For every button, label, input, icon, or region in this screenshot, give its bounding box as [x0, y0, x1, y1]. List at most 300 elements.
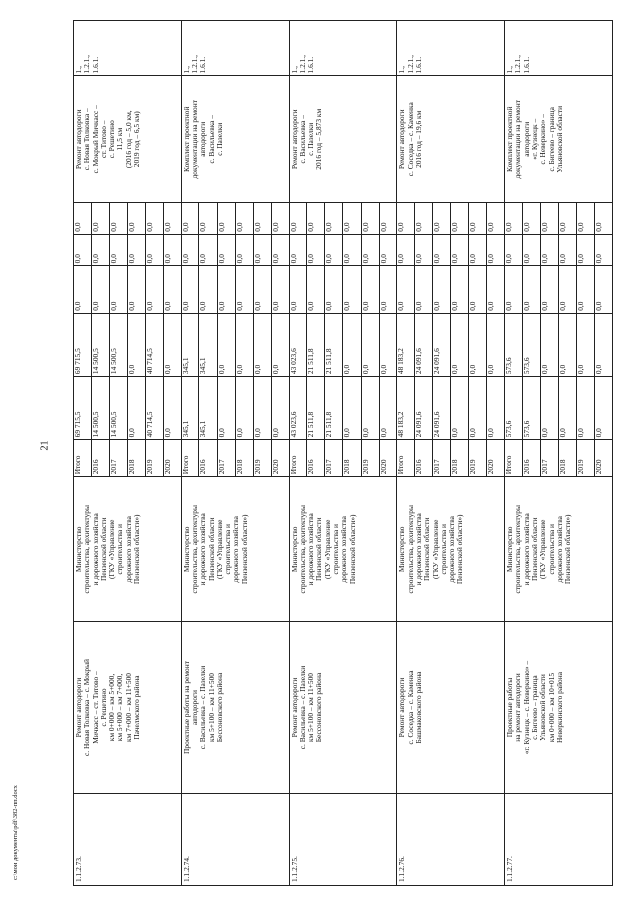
item-number: 1.1.2.77. [505, 793, 613, 885]
value-cell: 2016 [91, 440, 109, 476]
value-cell: 0,0 [559, 377, 577, 439]
value-cell: 345,1 [199, 377, 217, 439]
result-cell [505, 76, 613, 203]
value-cell: 0,0 [217, 203, 235, 234]
value-cell: 0,0 [127, 314, 145, 376]
value-cell: 345,1 [182, 377, 199, 439]
value-cell: 0,0 [540, 203, 558, 234]
value-cell: 0,0 [91, 235, 109, 266]
value-column [289, 377, 397, 440]
executor-line: Пензенской области [530, 517, 540, 581]
value-cell: 0,0 [74, 266, 91, 312]
value-cell: 0,0 [594, 301, 604, 311]
result-line: Комплект проектной [181, 106, 191, 172]
result-line: Ульяновской области [554, 105, 564, 173]
value-cell: 0,0 [594, 254, 604, 264]
value-cell: 0,0 [253, 203, 271, 234]
value-cell: 0,0 [253, 377, 271, 439]
title-line: Ремонт автодороги [289, 677, 299, 738]
value-column [289, 203, 397, 235]
value-column [74, 266, 182, 313]
value-cell: 0,0 [127, 266, 145, 312]
value-cell: 0,0 [559, 314, 577, 376]
value-cell: 0,0 [540, 266, 558, 312]
value-cell: 0,0 [469, 203, 487, 234]
value-cell: 2020 [594, 459, 604, 475]
value-column [181, 203, 289, 235]
value-column [505, 203, 613, 235]
value-column [397, 203, 505, 235]
value-cell: 0,0 [486, 222, 496, 232]
executor-line: строительства и [331, 524, 340, 575]
title-line: с. Новая Толковка – с. Мокрый [82, 659, 92, 756]
value-cell: 24 091,6 [415, 314, 433, 376]
value-cell: 0,0 [163, 428, 173, 438]
value-cell: 0,0 [182, 266, 199, 312]
page-number: 21 [39, 440, 51, 451]
link-cell [74, 21, 182, 76]
value-cell: 43 023,6 [290, 314, 307, 376]
value-cell: 0,0 [522, 266, 540, 312]
value-cell: 0,0 [235, 314, 253, 376]
title-line: Ремонт автодороги [397, 677, 407, 738]
value-cell: 69 715,5 [74, 377, 91, 439]
program-table [73, 20, 613, 886]
value-cell: 2019 [361, 440, 379, 476]
value-cell: 0,0 [307, 235, 325, 266]
value-cell: 0,0 [505, 266, 522, 312]
value-cell: 0,0 [270, 222, 280, 232]
title-line: Проектные работы на ремонт [181, 661, 191, 754]
result-line: Ремонт автодороги [289, 109, 299, 170]
value-cell: 0,0 [163, 301, 173, 311]
value-cell: 0,0 [145, 266, 163, 312]
link-line: 1.6.1. [198, 56, 208, 74]
result-line: с. Васильевка – [206, 114, 216, 164]
value-cell: 0,0 [469, 314, 487, 376]
value-column [181, 377, 289, 440]
title-cell [289, 622, 397, 793]
value-cell: 0,0 [199, 235, 217, 266]
title-line: Бессоновского района [214, 672, 224, 743]
value-column [289, 234, 397, 266]
value-cell: 0,0 [235, 377, 253, 439]
value-cell: 0,0 [559, 235, 577, 266]
executor-line: строительства и [438, 524, 448, 575]
link-line: 1., [289, 66, 299, 74]
value-cell: 0,0 [127, 377, 145, 439]
value-cell: 0,0 [415, 235, 433, 266]
executor-line: (ГКУ «Управление [322, 519, 332, 579]
item-number: 1.1.2.74. [181, 793, 289, 885]
title-line: с. Васильевка – с. Пазелки [297, 665, 307, 750]
title-line: с. Васильевка – с. Пазелки [198, 665, 208, 750]
value-cell: 2020 [270, 459, 280, 475]
executor-line: и дорожного хозяйства [198, 513, 208, 586]
value-cell: 0,0 [451, 203, 469, 234]
value-cell: 0,0 [451, 377, 469, 439]
value-cell: 21 511,8 [325, 314, 343, 376]
value-cell: 24 091,6 [433, 377, 451, 439]
value-cell: 14 500,5 [109, 377, 127, 439]
executor-line: дорожного хозяйства [447, 516, 457, 583]
value-cell: 0,0 [253, 266, 271, 312]
value-cell: 2017 [325, 440, 343, 476]
value-cell: Итого [182, 440, 199, 476]
value-cell: 0,0 [577, 314, 595, 376]
title-line: км 0+000 – км 5+000, [107, 673, 117, 742]
table-row [397, 21, 505, 886]
value-cell: 0,0 [199, 203, 217, 234]
executor-line: строительства, архитектуры [513, 505, 523, 594]
result-line: с. Неверкино» – [538, 114, 548, 165]
value-cell: 0,0 [91, 266, 109, 312]
title-cell [397, 622, 505, 793]
executor-line: Пензенской области») [455, 514, 465, 585]
value-cell: 0,0 [577, 203, 595, 234]
value-cell: 0,0 [325, 235, 343, 266]
executor-line: и дорожного хозяйства [90, 513, 100, 586]
value-cell: 0,0 [415, 203, 433, 234]
title-line: км 5+100 – км 11+500 [206, 673, 216, 742]
title-line: Ульяновской области [538, 674, 548, 741]
value-cell: 0,0 [182, 235, 199, 266]
link-line: 1., [181, 66, 191, 74]
value-column [397, 440, 505, 477]
value-cell: 0,0 [378, 254, 388, 264]
value-cell: 2017 [217, 440, 235, 476]
value-cell: 0,0 [451, 266, 469, 312]
value-cell: Итого [290, 440, 307, 476]
value-cell: Итого [74, 440, 91, 476]
executor-line: Пензенской области») [563, 514, 573, 585]
value-cell: 0,0 [433, 266, 451, 312]
value-column [397, 266, 505, 313]
value-cell: 0,0 [397, 203, 414, 234]
link-cell [289, 21, 397, 76]
value-cell: 573,6 [505, 377, 522, 439]
result-line: 2016 год – 5,873 км [314, 108, 324, 170]
value-cell: 0,0 [486, 364, 496, 375]
value-cell: 2016 [522, 440, 540, 476]
item-number: 1.1.2.76. [397, 793, 505, 885]
value-cell: 0,0 [199, 266, 217, 312]
result-line: Комплект проектной [505, 106, 515, 172]
value-cell: 0,0 [343, 203, 361, 234]
executor-line: строительства, архитектуры [82, 505, 92, 594]
value-cell: 0,0 [74, 203, 91, 234]
result-line: «г. Кузнецк – [530, 118, 540, 160]
title-line: «г. Кузнецк – с. Неверкино» – [521, 660, 531, 755]
executor-line: Пензенской области») [239, 514, 249, 585]
value-cell: 0,0 [505, 203, 522, 234]
link-line: 1.6.1. [413, 56, 423, 74]
value-column [74, 440, 182, 477]
link-cell [397, 21, 505, 76]
title-line: на ремонт автодороги [513, 673, 523, 742]
value-cell: 0,0 [378, 301, 388, 311]
value-cell: 2018 [127, 440, 145, 476]
value-cell: 0,0 [307, 203, 325, 234]
value-column [181, 313, 289, 376]
value-column [505, 266, 613, 313]
value-cell: 2016 [199, 440, 217, 476]
table-row [74, 21, 182, 886]
value-cell: Итого [505, 440, 522, 476]
value-cell: 0,0 [163, 222, 173, 232]
title-line: Проектные работы [505, 677, 515, 738]
result-line: с. Решетино [107, 120, 117, 159]
result-line: 11,5 км [115, 127, 125, 151]
link-line: 1.2.1., [82, 54, 92, 74]
value-cell: 0,0 [235, 235, 253, 266]
title-cell [505, 622, 613, 793]
executor-line: строительства, архитектуры [190, 505, 200, 594]
result-cell [74, 76, 182, 203]
value-cell: 0,0 [74, 235, 91, 266]
value-cell: 0,0 [361, 203, 379, 234]
value-cell: 0,0 [217, 235, 235, 266]
executor-line: Пензенской области [422, 517, 432, 581]
value-column [397, 377, 505, 440]
value-cell: 0,0 [559, 266, 577, 312]
title-line: км 7+000 – км 11+500 [123, 673, 133, 742]
value-cell: 2018 [343, 440, 361, 476]
value-cell: 2016 [307, 440, 325, 476]
value-cell: 345,1 [182, 314, 199, 376]
value-cell: 573,6 [522, 377, 540, 439]
executor-cell [181, 477, 289, 622]
link-line: 1.6.1. [90, 56, 100, 74]
item-number: 1.1.2.75. [289, 793, 397, 885]
value-cell: 0,0 [594, 222, 604, 232]
title-line: км 0+000 – км 10+015 [546, 672, 556, 743]
value-column [74, 234, 182, 266]
executor-line: (ГКУ «Управление [107, 519, 117, 579]
value-cell: 0,0 [217, 377, 235, 439]
title-line: с. Бигеево – граница [530, 675, 540, 740]
executor-line: строительства и [223, 524, 233, 575]
value-cell: 0,0 [415, 266, 433, 312]
link-cell [505, 21, 613, 76]
item-number: 1.1.2.73. [74, 793, 182, 885]
program-table-rotated [73, 20, 613, 886]
result-line: с. Пазелки [214, 122, 224, 156]
value-cell: 0,0 [378, 222, 388, 232]
value-column [289, 266, 397, 313]
value-column [181, 234, 289, 266]
value-cell: 0,0 [217, 266, 235, 312]
value-cell: 24 091,6 [415, 377, 433, 439]
value-cell: 0,0 [469, 266, 487, 312]
result-line: Ремонт автодороги [397, 109, 407, 170]
result-line: 2019 год – 6,5 км) [131, 111, 141, 168]
value-cell: 0,0 [577, 377, 595, 439]
table-row [289, 21, 397, 886]
value-cell: 2019 [145, 440, 163, 476]
value-cell: 40 714,5 [145, 377, 163, 439]
executor-line: (ГКУ «Управление [214, 519, 224, 579]
value-cell: 0,0 [109, 235, 127, 266]
value-cell: 0,0 [270, 428, 280, 438]
table-row [181, 21, 289, 886]
value-column [181, 266, 289, 313]
value-cell: 0,0 [109, 203, 127, 234]
link-line: 1.2.1., [297, 54, 307, 74]
title-cell [181, 622, 289, 793]
value-column [74, 377, 182, 440]
link-line: 1.6.1. [521, 56, 531, 74]
value-cell: 2016 [415, 440, 433, 476]
result-line: с. Пазелки [306, 122, 316, 156]
value-cell: 43 023,6 [290, 377, 307, 439]
link-line: 1.2.1., [405, 54, 415, 74]
executor-line: Пензенской области [206, 517, 216, 581]
value-cell: 0,0 [469, 377, 487, 439]
table-row [505, 21, 613, 886]
title-cell [74, 622, 182, 793]
value-cell: 0,0 [127, 235, 145, 266]
executor-line: строительства, архитектуры [297, 505, 307, 594]
value-cell: 0,0 [235, 203, 253, 234]
value-cell: 14 500,5 [91, 314, 109, 376]
value-cell: Итого [397, 440, 414, 476]
value-cell: 21 511,8 [325, 377, 343, 439]
value-cell: 0,0 [109, 266, 127, 312]
value-cell: 0,0 [343, 266, 361, 312]
value-column [289, 440, 397, 477]
title-line: автодороги [190, 689, 200, 726]
value-cell: 0,0 [290, 266, 307, 312]
value-cell: 0,0 [397, 266, 414, 312]
value-cell: 0,0 [343, 235, 361, 266]
value-cell: 48 183,2 [397, 314, 414, 376]
value-cell: 0,0 [397, 235, 414, 266]
value-cell: 0,0 [361, 314, 379, 376]
value-cell: 0,0 [253, 235, 271, 266]
value-cell: 21 511,8 [307, 314, 325, 376]
executor-cell [505, 477, 613, 622]
value-column [397, 234, 505, 266]
executor-line: Пензенской области [98, 517, 108, 581]
title-line: км 5+100 – км 11+500 [306, 673, 316, 742]
value-cell: 0,0 [486, 428, 496, 438]
value-cell: 0,0 [361, 235, 379, 266]
value-cell: 0,0 [307, 266, 325, 312]
value-cell: 0,0 [325, 266, 343, 312]
value-column [505, 313, 613, 376]
title-line: Ремонт автодороги [74, 677, 83, 738]
executor-line: (ГКУ «Управление [430, 519, 440, 579]
title-line: км 5+000 – км 7+000, [115, 673, 125, 742]
value-cell: 2018 [559, 440, 577, 476]
value-cell: 0,0 [163, 254, 173, 264]
value-cell: 0,0 [290, 203, 307, 234]
value-cell: 2018 [451, 440, 469, 476]
executor-line: строительства и [115, 524, 125, 575]
value-column [505, 234, 613, 266]
value-column [505, 440, 613, 477]
value-cell: 2019 [577, 440, 595, 476]
value-cell: 0,0 [361, 377, 379, 439]
value-cell: 0,0 [469, 235, 487, 266]
result-cell [181, 76, 289, 203]
value-cell: 0,0 [290, 235, 307, 266]
value-column [289, 313, 397, 376]
value-cell: 0,0 [577, 266, 595, 312]
value-cell: 14 500,5 [109, 314, 127, 376]
value-cell: 0,0 [486, 301, 496, 311]
title-line: Мичкасс – ст. Титово – [90, 671, 100, 744]
value-cell: 0,0 [270, 301, 280, 311]
executor-line: Министерство [505, 526, 515, 573]
result-line: с. Новая Толковка – [82, 108, 92, 171]
value-cell: 2020 [486, 459, 496, 475]
value-cell: 0,0 [540, 377, 558, 439]
value-column [505, 377, 613, 440]
result-line: ст. Титово – [98, 120, 108, 158]
value-cell: 0,0 [361, 266, 379, 312]
value-cell: 2017 [433, 440, 451, 476]
value-cell: 0,0 [451, 235, 469, 266]
executor-line: и дорожного хозяйства [306, 513, 316, 586]
executor-line: дорожного хозяйства [554, 516, 564, 583]
executor-line: Пензенской области») [131, 514, 141, 585]
title-line: с. Решетино [98, 688, 108, 727]
value-cell: 0,0 [378, 364, 388, 375]
result-cell [289, 76, 397, 203]
value-cell: 0,0 [270, 364, 280, 375]
value-cell: 2019 [469, 440, 487, 476]
value-cell: 0,0 [433, 235, 451, 266]
footer-file-path: c:\мои документы\pdf\382-пп.docx [12, 785, 19, 880]
value-cell: 0,0 [253, 314, 271, 376]
result-line: документации на ремонт [513, 100, 523, 179]
executor-cell [397, 477, 505, 622]
link-line: 1.2.1., [513, 54, 523, 74]
value-cell: 0,0 [540, 314, 558, 376]
value-cell: 0,0 [522, 235, 540, 266]
link-line: 1.2.1., [190, 54, 200, 74]
value-cell: 69 715,5 [74, 314, 91, 376]
executor-cell [74, 477, 182, 622]
value-cell: 573,6 [505, 314, 522, 376]
result-line: с. Бигеево – граница [546, 107, 556, 172]
value-cell: 0,0 [594, 364, 604, 375]
result-line: 2016 год – 19,6 км [413, 110, 423, 168]
result-line: с. Мокрый Мичкасс – [90, 105, 100, 174]
value-cell: 0,0 [325, 203, 343, 234]
value-cell: 0,0 [145, 203, 163, 234]
title-line: Пачелмского района [131, 675, 141, 740]
executor-line: Министерство [289, 526, 299, 573]
value-column [74, 203, 182, 235]
value-cell: 0,0 [559, 203, 577, 234]
title-line: Неверкинского района [554, 672, 564, 743]
executor-line: Министерство [181, 526, 191, 573]
value-cell: 0,0 [540, 235, 558, 266]
value-cell: 0,0 [217, 314, 235, 376]
result-line: Ремонт автодороги [74, 109, 83, 170]
executor-cell [289, 477, 397, 622]
result-line: с. Васильевка – [297, 114, 307, 164]
executor-line: дорожного хозяйства [231, 516, 241, 583]
executor-line: строительства и [546, 524, 556, 575]
link-line: 1., [397, 66, 407, 74]
value-cell: 40 714,5 [145, 314, 163, 376]
value-cell: 21 511,8 [307, 377, 325, 439]
executor-line: (ГКУ «Управление [538, 519, 548, 579]
